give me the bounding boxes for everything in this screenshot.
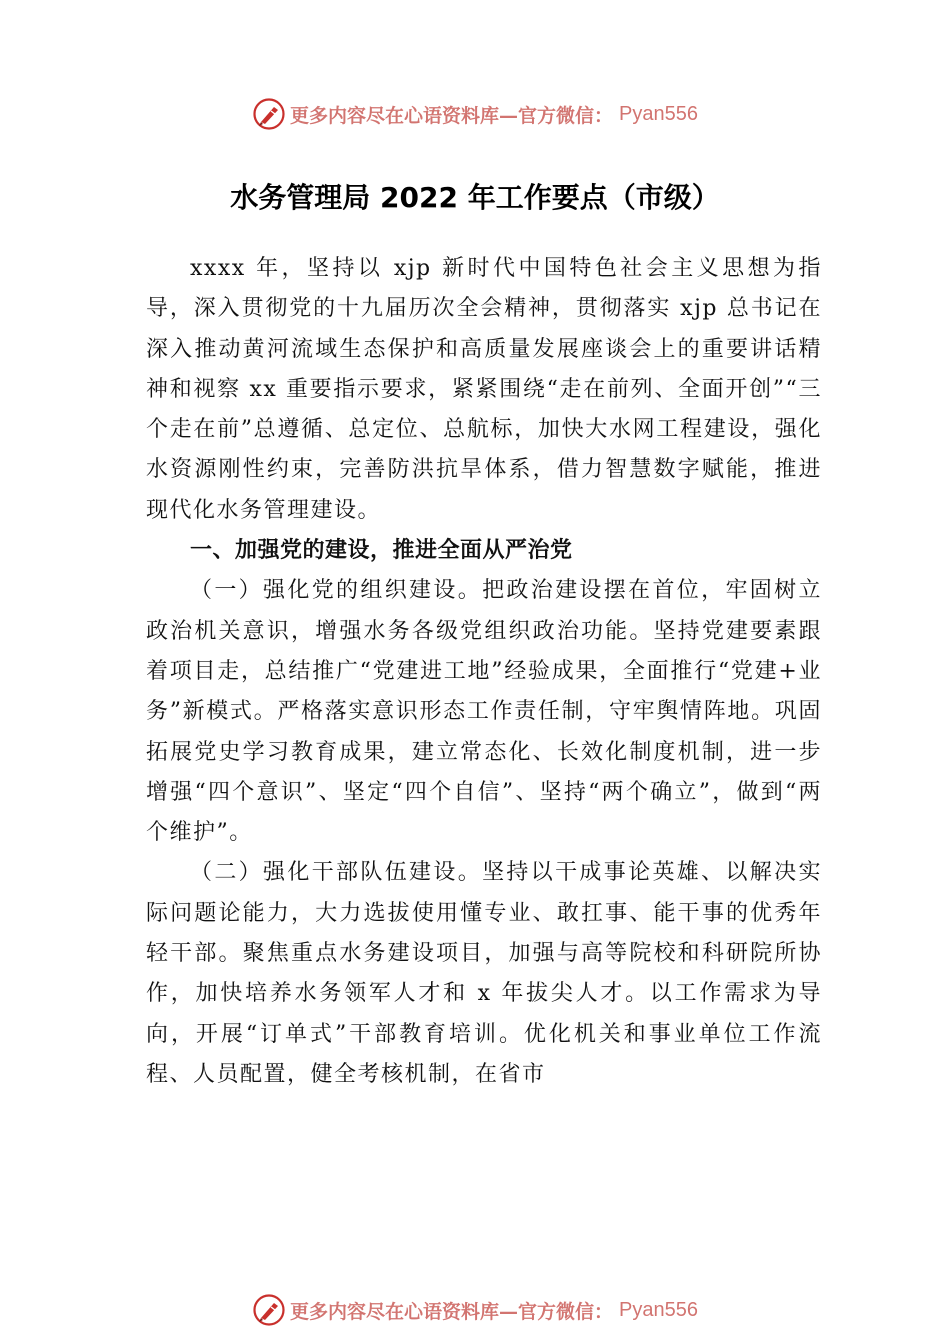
pen-nib-logo-icon bbox=[252, 97, 286, 131]
document-body bbox=[146, 249, 822, 1095]
watermark-text: 更多内容尽在心语资料库—官方微信： bbox=[290, 1300, 614, 1323]
section-heading: 一、加强党的建设，推进全面从严治党 bbox=[190, 538, 573, 564]
watermark-header bbox=[0, 94, 950, 134]
document-title: 水务管理局 2022 年工作要点（市级） bbox=[230, 181, 720, 214]
paragraph-party-organization: （一）强化党的组织建设。把政治建设摆在首位，牢固树立政治机关意识，增强水务各级党组织政治功能。坚持党建要素跟着项目走，总结推广“党建进工地”经验成果，全面推行“党建+业务”新模式。严格落实意识形态工作责任制，守牢舆情阵地。巩固拓展党史学习教育成果，建立常态化、长效化制度机制，进一步增强“四个意识”、坚定“四个自信”、坚持“两个确立”，做到“两个维护”。 bbox=[146, 578, 822, 846]
intro-paragraph: xxxx 年，坚持以 xjp 新时代中国特色社会主义思想为指导，深入贯彻党的十九届历次全会精神，贯彻落实 xjp 总书记在深入推动黄河流域生态保护和高质量发展座谈会上的重要讲话精神和视察 xx 重要指示要求，紧紧围绕“走在前列、全面开创”“三个走在前”总遵循、总定位、总航标，加快大水网工程建设，强化水资源刚性约束，完善防洪抗旱体系，借力智慧数字赋能，推进现代化水务管理建设。 bbox=[146, 256, 822, 523]
watermark-wechat-id: Pyan556 bbox=[619, 102, 698, 125]
watermark-wechat-id: Pyan556 bbox=[619, 1298, 698, 1321]
watermark-text: 更多内容尽在心语资料库—官方微信： bbox=[290, 104, 614, 127]
watermark-footer bbox=[0, 1290, 950, 1330]
pen-nib-logo-icon bbox=[252, 1293, 286, 1327]
paragraph-cadre-team: （二）强化干部队伍建设。坚持以干成事论英雄、以解决实际问题论能力，大力选拔使用懂专业、敢扛事、能干事的优秀年轻干部。聚焦重点水务建设项目，加强与高等院校和科研院所协作，加快培养水务领军人才和 x 年拔尖人才。以工作需求为导向，开展“订单式”干部教育培训。优化机关和事业单位工作流程、人员配置，健全考核机制，在省市 bbox=[146, 860, 822, 1087]
